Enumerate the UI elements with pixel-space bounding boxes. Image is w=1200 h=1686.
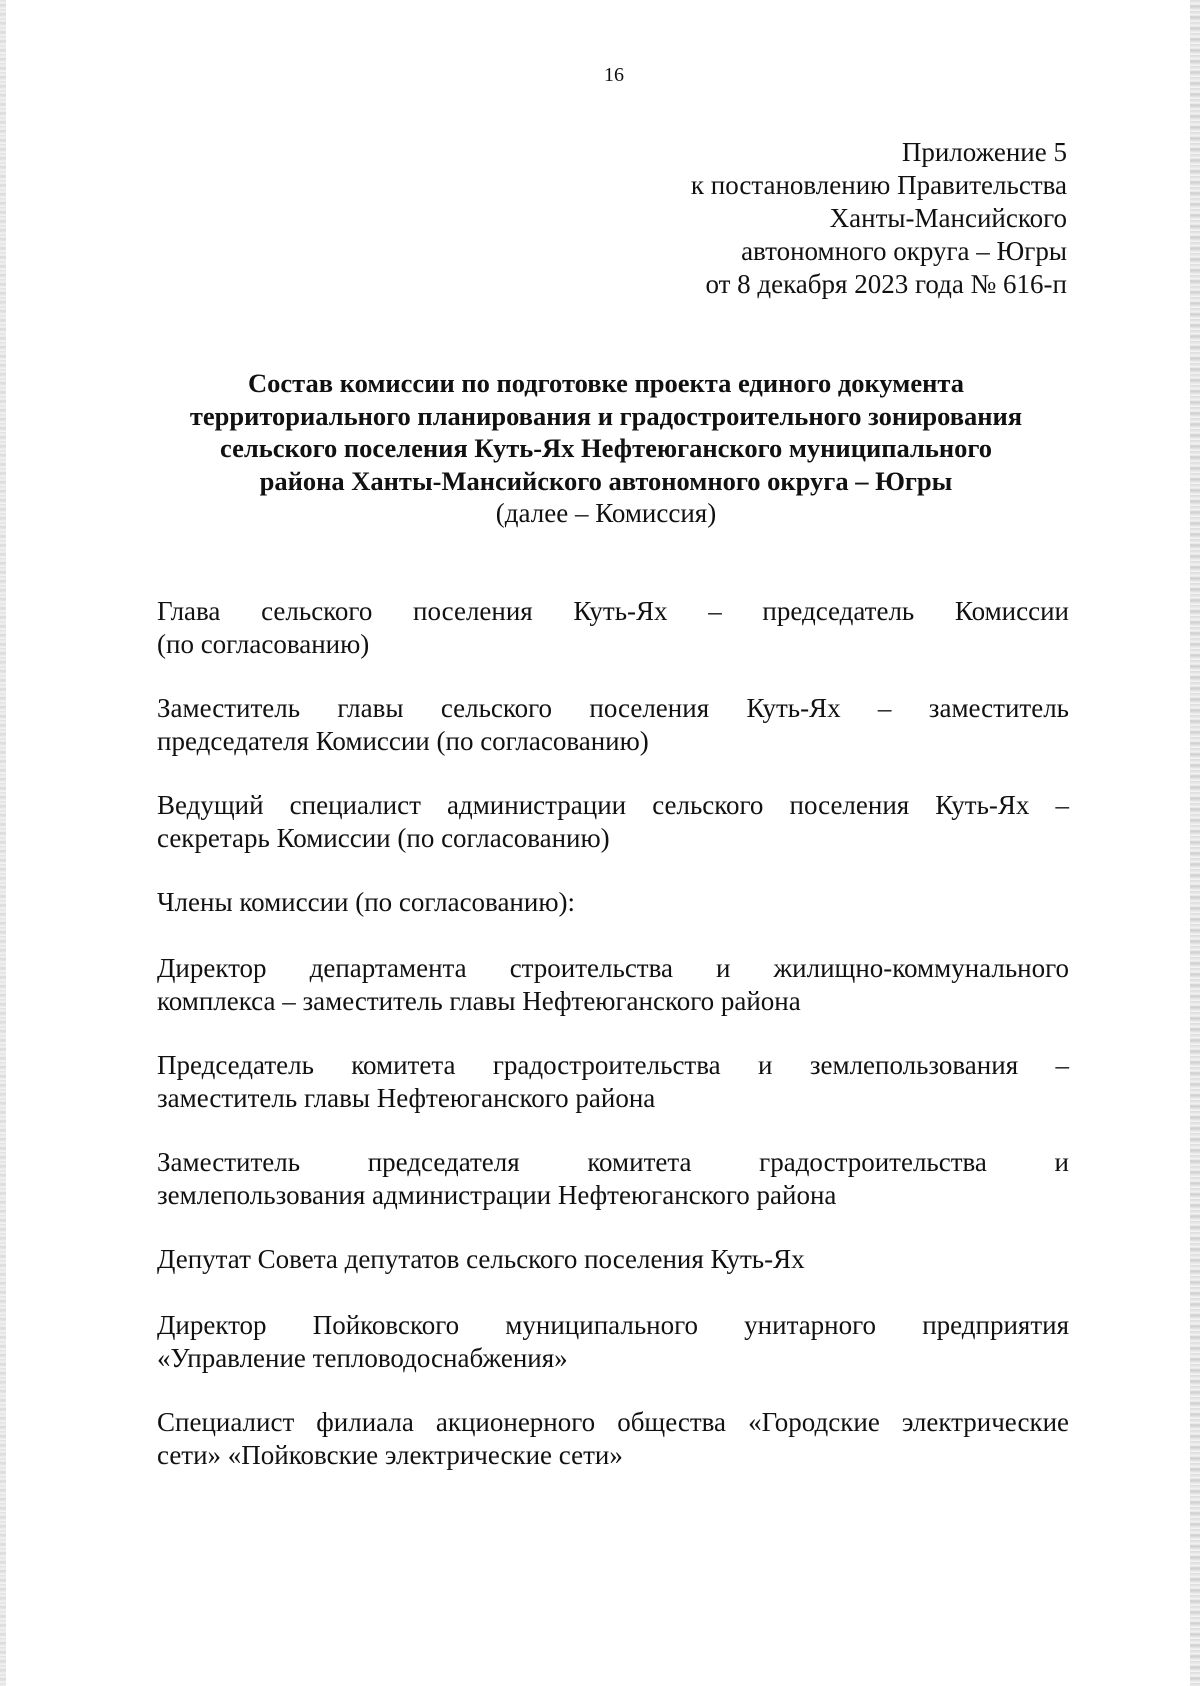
title-line: района Ханты-Мансийского автономного округа – Югры — [259, 465, 953, 496]
member-line: Заместитель главы сельского поселения Куть-Ях – заместитель — [157, 693, 1069, 723]
member-line: землепользования администрации Нефтеюганского района — [157, 1179, 837, 1210]
member-line: Заместитель председателя комитета градостроительства и — [157, 1147, 1069, 1177]
scan-edge-left — [0, 0, 6, 1686]
member-specialist-electric — [157, 1406, 1069, 1471]
member-line: Депутат Совета депутатов сельского поселения Куть-Ях — [157, 1244, 805, 1274]
member-deputy-chair — [157, 692, 1069, 757]
member-line: сети» «Пойковские электрические сети» — [157, 1439, 623, 1470]
member-line: председателя Комиссии (по согласованию) — [157, 725, 649, 756]
member-line: Директор департамента строительства и жилищно-коммунального — [157, 953, 1069, 983]
member-chair-urban-planning — [157, 1049, 1069, 1114]
member-line: (по согласованию) — [157, 628, 370, 659]
appendix-line: Приложение 5 — [901, 137, 1067, 167]
member-line: Члены комиссии (по согласованию): — [157, 887, 575, 917]
member-line: заместитель главы Нефтеюганского района — [157, 1082, 656, 1113]
members-heading — [157, 886, 1069, 919]
member-director-construction — [157, 952, 1069, 1017]
member-deputy-chair-urban-planning — [157, 1146, 1069, 1211]
member-line: Специалист филиала акционерного общества «Городские электрические — [157, 1407, 1069, 1437]
appendix-line: автономного округа – Югры — [741, 236, 1067, 266]
member-line: Директор Пойковского муниципального унитарного предприятия — [157, 1310, 1069, 1340]
document-subtitle: (далее – Комиссия) — [495, 498, 717, 528]
title-line: территориального планирования и градостроительного зонирования — [189, 400, 1023, 431]
member-line: «Управление тепловодоснабжения» — [157, 1342, 568, 1373]
member-director-utility — [157, 1309, 1069, 1374]
member-line: Председатель комитета градостроительства и землепользования – — [157, 1050, 1069, 1080]
member-secretary — [157, 789, 1069, 854]
document-title — [120, 367, 1092, 497]
title-line: сельского поселения Куть-Ях Нефтеюганского муниципального — [219, 433, 993, 463]
appendix-line: к постановлению Правительства — [690, 170, 1067, 200]
page-number: 16 — [604, 64, 624, 86]
member-line: Ведущий специалист администрации сельского поселения Куть-Ях – — [157, 790, 1069, 820]
scan-edge-right — [1190, 0, 1200, 1686]
member-chair — [157, 595, 1069, 660]
appendix-header — [691, 136, 1067, 301]
member-council-deputy — [157, 1243, 1069, 1276]
appendix-line: от 8 декабря 2023 года № 616-п — [705, 269, 1067, 299]
title-line: Состав комиссии по подготовке проекта единого документа — [248, 368, 964, 398]
member-line: комплекса – заместитель главы Нефтеюганского района — [157, 985, 801, 1016]
member-line: Глава сельского поселения Куть-Ях – председатель Комиссии — [157, 596, 1069, 626]
appendix-line: Ханты-Мансийского — [829, 203, 1067, 233]
member-line: секретарь Комиссии (по согласованию) — [157, 822, 610, 853]
